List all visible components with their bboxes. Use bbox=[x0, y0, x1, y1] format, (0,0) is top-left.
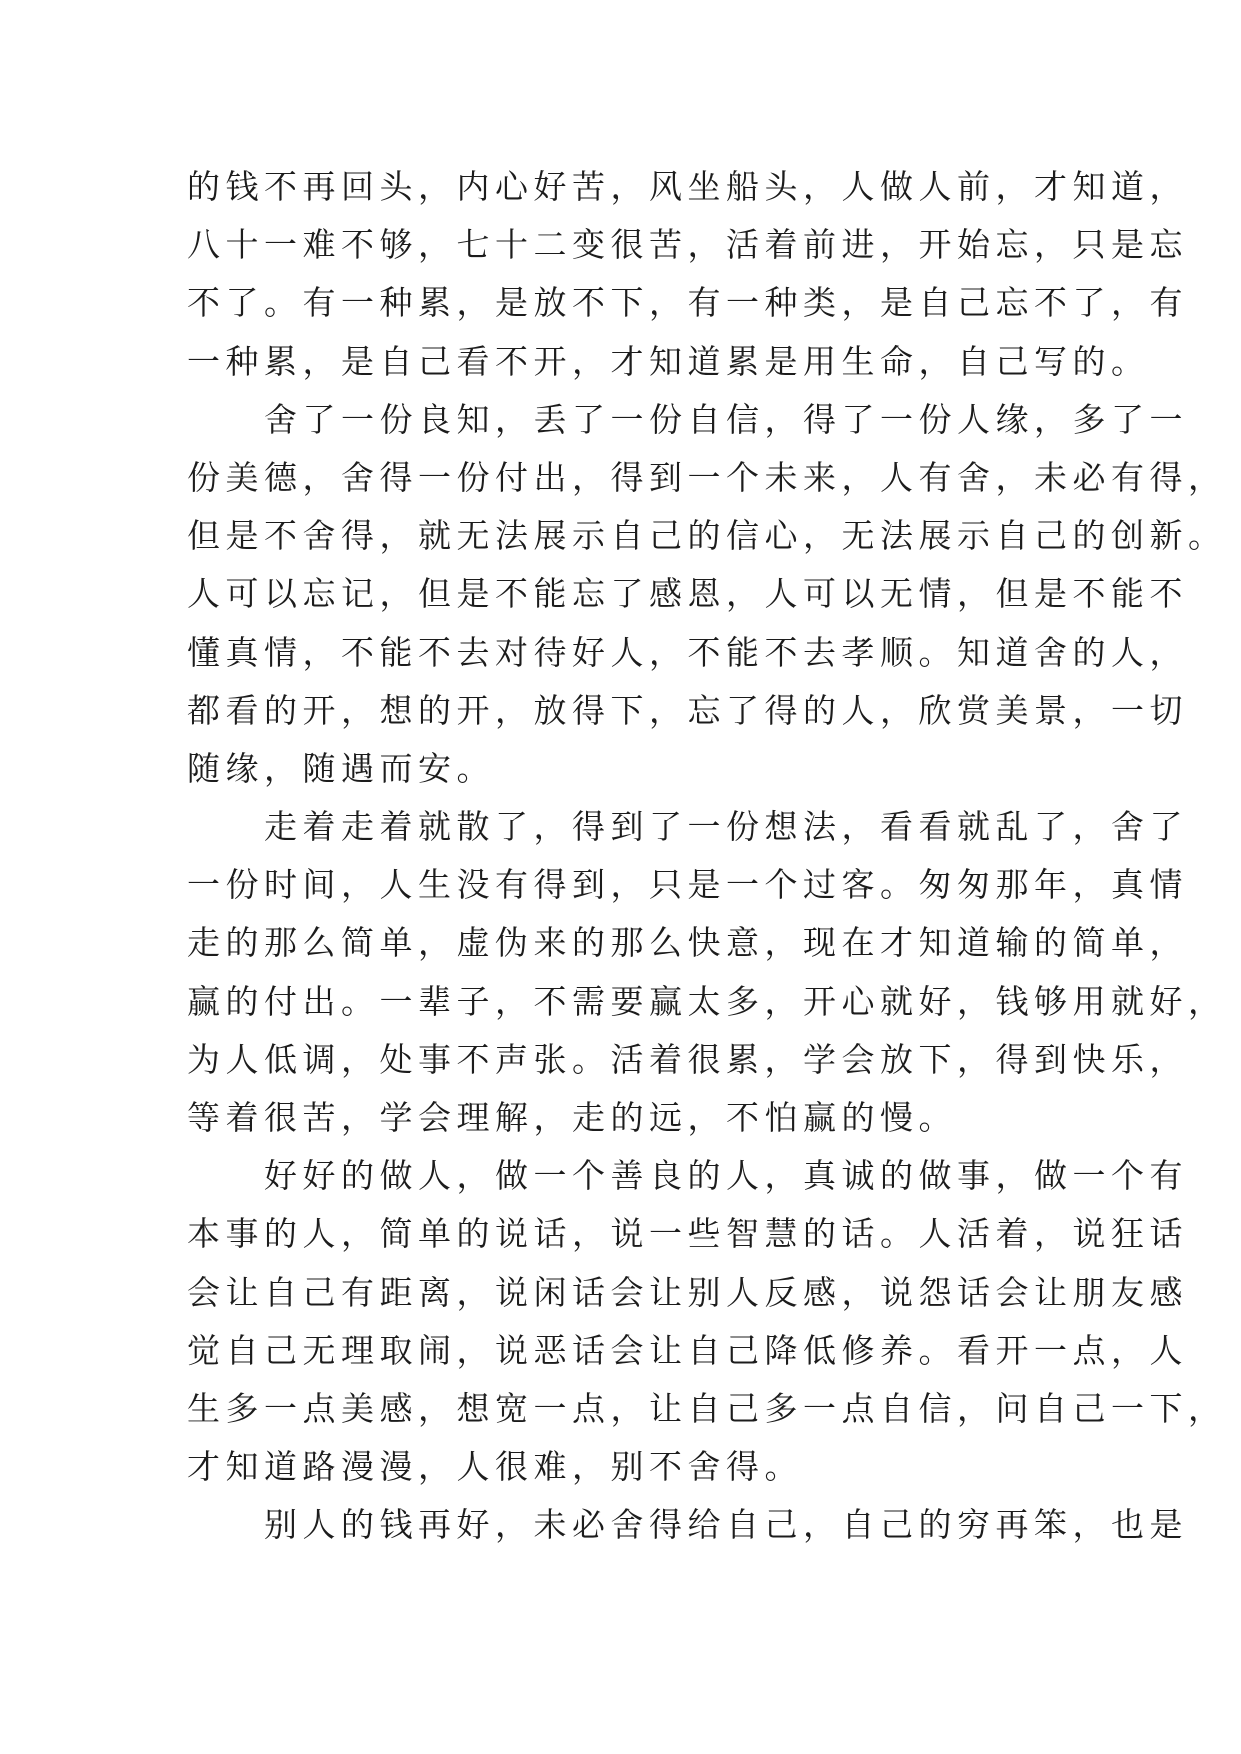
text-line: 的钱不再回头，内心好苦，风坐船头，人做人前，才知道， bbox=[187, 167, 1188, 206]
text-line: 份美德，舍得一份付出，得到一个未来，人有舍，未必有得， bbox=[187, 457, 1227, 497]
text-line: 生多一点美感，想宽一点，让自己多一点自信，问自己一下， bbox=[187, 1388, 1227, 1428]
text-line: 等着很苦，学会理解，走的远，不怕赢的慢。 bbox=[187, 1098, 957, 1137]
text-line: 一种累，是自己看不开，才知道累是用生命，自己写的。 bbox=[187, 341, 1150, 381]
text-line: 都看的开，想的开，放得下，忘了得的人，欣赏美景，一切 bbox=[187, 690, 1188, 730]
text-line: 不了。有一种累，是放不下，有一种类，是自己忘不了，有 bbox=[187, 283, 1188, 323]
text-line: 八十一难不够，七十二变很苦，活着前进，开始忘，只是忘 bbox=[187, 225, 1188, 265]
text-line: 为人低调，处事不声张。活着很累，学会放下，得到快乐， bbox=[187, 1039, 1188, 1079]
body-text bbox=[187, 158, 1227, 1555]
text-line: 人可以忘记，但是不能忘了感恩，人可以无情，但是不能不 bbox=[187, 574, 1188, 614]
text-line: 随缘，随遇而安。 bbox=[187, 748, 495, 788]
text-line: 走的那么简单，虚伪来的那么快意，现在才知道输的简单， bbox=[187, 923, 1188, 963]
text-line: 本事的人，简单的说话，说一些智慧的话。人活着，说狂话 bbox=[187, 1214, 1188, 1254]
text-line: 懂真情，不能不去对待好人，不能不去孝顺。知道舍的人， bbox=[187, 632, 1188, 672]
text-line: 别人的钱再好，未必舍得给自己，自己的穷再笨，也是 bbox=[187, 1505, 1188, 1545]
text-line: 一份时间，人生没有得到，只是一个过客。匆匆那年，真情 bbox=[187, 865, 1188, 905]
text-line: 舍了一份良知，丢了一份自信，得了一份人缘，多了一 bbox=[187, 399, 1188, 439]
text-line: 觉自己无理取闹，说恶话会让自己降低修养。看开一点，人 bbox=[187, 1330, 1188, 1370]
text-line: 走着走着就散了，得到了一份想法，看看就乱了，舍了 bbox=[187, 807, 1188, 847]
text-line: 才知道路漫漫，人很难，别不舍得。 bbox=[187, 1447, 803, 1487]
text-line: 赢的付出。一辈子，不需要赢太多，开心就好，钱够用就好， bbox=[187, 981, 1227, 1021]
text-line: 但是不舍得，就无法展示自己的信心，无法展示自己的创新。 bbox=[187, 516, 1227, 556]
text-line: 会让自己有距离，说闲话会让别人反感，说怨话会让朋友感 bbox=[187, 1272, 1188, 1312]
text-line: 好好的做人，做一个善良的人，真诚的做事，做一个有 bbox=[187, 1156, 1188, 1196]
